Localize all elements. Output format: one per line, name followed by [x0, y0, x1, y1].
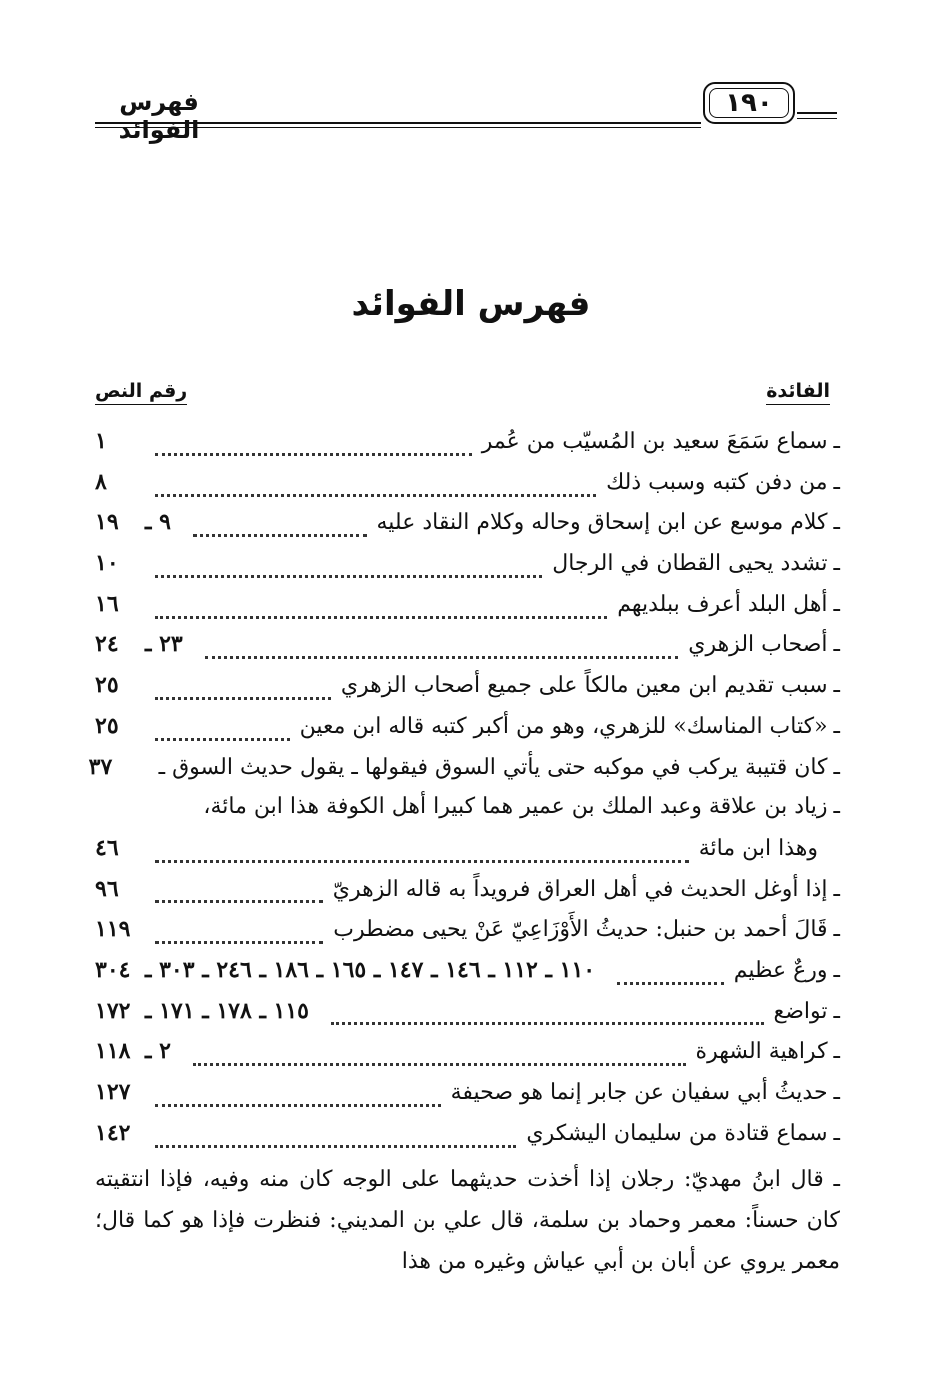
entry-ref: ٩٦ [95, 875, 119, 902]
entry-numbers: ٢٣ ـ [145, 631, 183, 658]
page-number-badge [703, 82, 795, 124]
closing-paragraph-text: قال ابنُ مهديّ: رجلان إذا أخذت حديثهما على الوجه كان منه وفيه، فإذا انتقيته كان حسناً: معمر وحماد بن سلمة، قال علي بن المديني: فنظرت فإذا هو كما قال؛ معمر يروي عن أبان بن أبي عياش وغيره من هذا [95, 1167, 840, 1274]
entry-ref: ١٠ [95, 550, 119, 577]
entry-text: قَالَ أحمد بن حنبل: حديثُ الأَوْزَاعِيّ عَنْ يحيى مضطرب [333, 917, 828, 943]
entry-ref: ١٢٧ [95, 1079, 131, 1105]
entry-text: سماع سَمَعَ سعيد بن المُسيّب من عُمر [481, 429, 828, 454]
closing-paragraph [95, 1160, 840, 1282]
entry-ref: ٨ [95, 468, 107, 495]
entry-numbers: ١١٠ ـ ١١٢ ـ ١٤٦ ـ ١٤٧ ـ ١٦٥ ـ ١٨٦ ـ ٢٤٦ ـ ٣٠٣ ـ [145, 956, 596, 983]
entry-text: كلام موسع عن ابن إسحاق وحاله وكلام النقاد عليه [376, 510, 828, 536]
entry-text: زياد بن علاقة وعبد الملك بن عمير هما كبيرا أهل الكوفة هذا ابن مائة، [203, 794, 828, 820]
leader-dots [155, 697, 331, 700]
leader-dots [155, 575, 542, 578]
entry-dash: ـ [833, 876, 840, 902]
entry-dash: ـ [833, 429, 840, 454]
entry-text: كان قتيبة يركب في موكبه حتى يأتي السوق فيقولها ـ يقول حديث السوق ـ [158, 754, 828, 780]
index-entry [95, 916, 840, 957]
entry-dash: ـ [833, 632, 840, 658]
leader-dots [193, 1063, 686, 1066]
entry-text: حديثُ أبي سفيان عن جابر إنما هو صحيفة [450, 1080, 828, 1105]
index-entry [88, 753, 840, 795]
entry-ref: ١٤٢ [95, 1119, 131, 1146]
leader-dots [155, 1104, 441, 1107]
entry-text: كراهية الشهرة [695, 1039, 828, 1065]
entry-text: إذا أوغل الحديث في أهل العراق فرويداً به قاله الزهريّ [332, 876, 828, 902]
entry-text: سبب تقديم ابن معين مالكاً على جميع أصحاب الزهري [340, 673, 828, 699]
page-title: فهرس الفوائد [351, 284, 591, 324]
leader-dots [155, 1145, 516, 1148]
entry-numbers: ٩ ـ [145, 509, 171, 536]
entry-ref: ٣٧ [88, 753, 113, 780]
leader-dots [155, 900, 323, 903]
entry-dash: ـ [833, 591, 840, 617]
entry-text: أهل البلد أعرف ببلديهم [617, 591, 828, 617]
leader-dots [205, 656, 678, 659]
entry-text: «كتاب المناسك» للزهري، وهو من أكبر كتبه قاله ابن معين [299, 713, 828, 739]
entry-ref: ٤٦ [95, 834, 119, 861]
entry-dash: ـ [833, 754, 840, 780]
header-title: فهرس الفوائد [118, 88, 200, 144]
entry-dash: ـ [833, 469, 840, 495]
entry-numbers: ٢ ـ [145, 1038, 171, 1065]
entry-dash: ـ [833, 917, 840, 943]
entry-dash: ـ [833, 957, 840, 983]
entry-ref: ١٧٢ [95, 997, 131, 1024]
page-number: ١٩٠ [709, 88, 789, 118]
entry-ref: ١٩ [95, 509, 119, 536]
index-entry [95, 713, 840, 754]
index-entry-continuation [95, 835, 840, 876]
column-header-benefit: الفائدة [766, 380, 830, 405]
entry-ref: ٣٠٤ [95, 956, 131, 983]
index-entry [95, 1120, 840, 1161]
leader-dots [155, 494, 596, 497]
index-entry [95, 876, 840, 917]
entry-dash: ـ [833, 1039, 840, 1065]
leader-dots [155, 453, 472, 456]
entry-dash: ـ [833, 998, 840, 1024]
header-rule-thin [95, 127, 701, 128]
leader-dots [155, 860, 689, 863]
entry-ref: ٢٥ [95, 672, 119, 699]
entry-ref: ١ [95, 428, 107, 454]
column-header-text-number: رقم النص [95, 380, 187, 405]
header-rule-thick [95, 122, 701, 124]
index-entry [95, 469, 840, 510]
entry-ref: ١٦ [95, 590, 119, 617]
entry-ref: ١١٨ [95, 1038, 131, 1065]
entry-text-continuation: وهذا ابن مائة [698, 835, 818, 861]
entry-dash: ـ [833, 673, 840, 699]
entry-text: سماع قتادة من سليمان اليشكري [526, 1120, 828, 1146]
index-entry [95, 794, 840, 835]
index-entry [95, 509, 840, 550]
index-entry [95, 672, 840, 713]
leader-dots [193, 534, 367, 537]
entry-numbers: ١١٥ ـ ١٧٨ ـ ١٧١ ـ [145, 997, 309, 1024]
leader-dots [155, 738, 290, 741]
index-entry [95, 550, 840, 591]
index-entries [88, 428, 840, 1282]
index-entry [95, 428, 840, 469]
leader-dots [155, 941, 323, 944]
leader-dots [617, 982, 724, 985]
entry-ref: ٢٥ [95, 712, 119, 739]
header-rule-right-thin [797, 118, 837, 119]
index-entry [95, 957, 840, 998]
index-entry [95, 1079, 840, 1120]
header-rule-right-thick [797, 112, 837, 114]
entry-dash: ـ [833, 1080, 840, 1105]
entry-dash: ـ [823, 1167, 840, 1193]
entry-text: من دفن كتبه وسبب ذلك [606, 469, 828, 495]
index-entry [95, 998, 840, 1039]
entry-text: تشدد يحيى القطان في الرجال [552, 551, 828, 577]
entry-dash: ـ [833, 510, 840, 536]
entry-ref: ١١٩ [95, 916, 131, 943]
entry-dash: ـ [833, 794, 840, 820]
entry-dash: ـ [833, 713, 840, 739]
entry-text: ورعٌ عظيم [733, 957, 828, 983]
entry-dash: ـ [833, 1120, 840, 1146]
index-entry [95, 631, 840, 672]
index-entry [95, 591, 840, 632]
leader-dots [331, 1022, 764, 1025]
entry-text: تواضع [773, 998, 828, 1024]
entry-ref: ٢٤ [95, 631, 119, 658]
leader-dots [155, 616, 607, 619]
entry-dash: ـ [833, 551, 840, 577]
index-entry [95, 1038, 840, 1079]
entry-text: أصحاب الزهري [688, 632, 828, 658]
